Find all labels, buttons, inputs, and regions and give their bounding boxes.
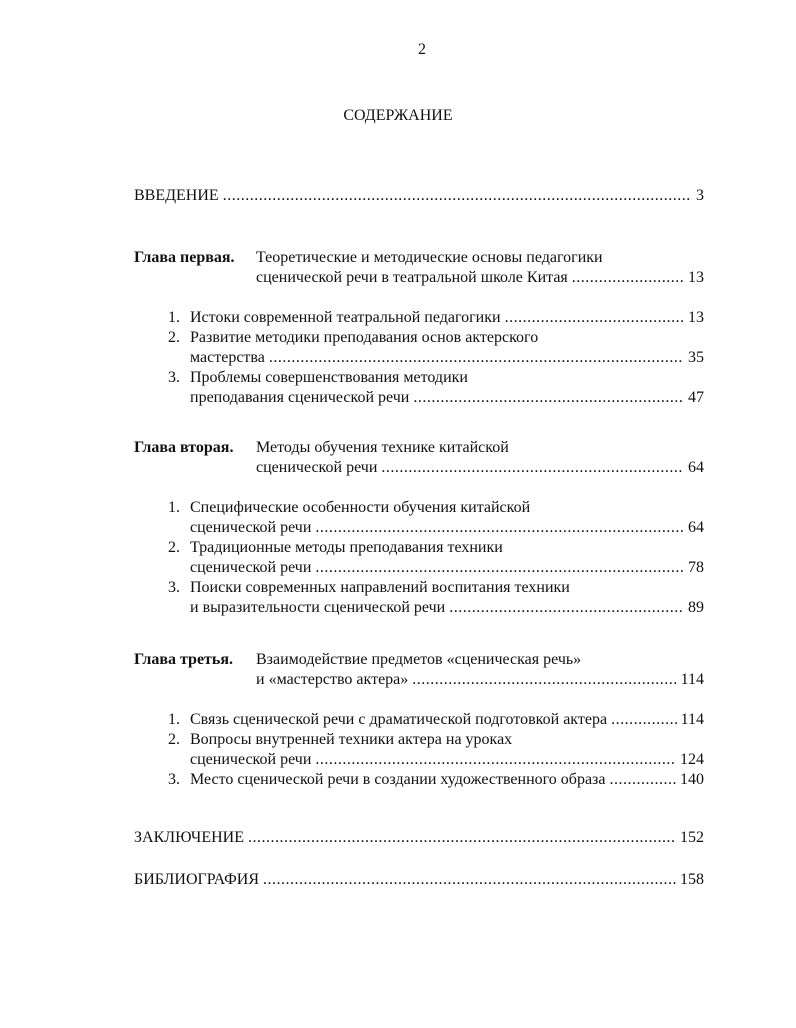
toc-section-1-1[interactable]: Истоки современной театральной педагогики ..... 13 xyxy=(190,308,704,328)
chapter-1-title-line-2[interactable]: сценической речи в театральной школе Китая ..... 13 xyxy=(256,268,704,288)
toc-entry-label: ЗАКЛЮЧЕНИЕ xyxy=(134,829,244,846)
toc-entry-intro[interactable] xyxy=(134,186,704,206)
section-number: 1. xyxy=(168,711,180,728)
toc-entry-page: 13 xyxy=(688,269,704,286)
toc-section-3-2-line-1[interactable]: Вопросы внутренней техники актера на уроках xyxy=(190,731,513,748)
toc-section-1-2[interactable]: мастерства ..... 35 xyxy=(190,348,704,368)
toc-entry-page: 64 xyxy=(688,519,704,536)
leader-dots xyxy=(315,558,684,578)
leader-dots xyxy=(248,828,676,848)
toc-entry-page: 35 xyxy=(688,349,704,366)
leader-dots xyxy=(315,518,684,538)
toc-section-3-3[interactable]: Место сценической речи в создании художественного образа ..... 140 xyxy=(190,770,704,790)
leader-dots xyxy=(449,598,684,618)
leader-dots xyxy=(611,710,677,730)
toc-title: СОДЕРЖАНИЕ xyxy=(343,107,453,124)
section-number: 2. xyxy=(168,329,180,346)
toc-entry-bibliography[interactable] xyxy=(134,870,704,890)
toc-section-3-1[interactable]: Связь сценической речи с драматической подготовкой актера ..... 114 xyxy=(190,710,704,730)
toc-entry-page: 78 xyxy=(688,559,704,576)
leader-dots xyxy=(263,870,676,890)
leader-dots xyxy=(572,268,684,288)
section-number: 3. xyxy=(168,771,180,788)
section-number: 2. xyxy=(168,539,180,556)
chapter-3-heading: Глава третья. xyxy=(134,651,234,668)
toc-section-2-2[interactable]: сценической речи ..... 78 xyxy=(190,558,704,578)
toc-entry-page: 89 xyxy=(688,599,704,616)
toc-section-3-2[interactable]: сценической речи ..... 124 xyxy=(190,750,704,770)
leader-dots xyxy=(223,186,692,206)
leader-dots xyxy=(412,670,676,690)
leader-dots xyxy=(381,458,684,478)
toc-entry-conclusion[interactable] xyxy=(134,828,704,848)
toc-entry-page: 140 xyxy=(680,771,704,788)
toc-entry-label: БИБЛИОГРАФИЯ xyxy=(134,871,260,888)
toc-entry-page: 3 xyxy=(696,187,704,204)
chapter-2-title-line-2[interactable]: сценической речи ..... 64 xyxy=(256,458,704,478)
toc-section-2-3-line-1[interactable]: Поиски современных направлений воспитания техники xyxy=(190,579,570,596)
toc-entry-page: 13 xyxy=(688,309,704,326)
toc-entry-page: 64 xyxy=(688,459,704,476)
section-number: 3. xyxy=(168,579,180,596)
toc-entry-page: 114 xyxy=(680,711,704,728)
chapter-1-heading: Глава первая. xyxy=(134,249,235,266)
toc-section-1-3[interactable]: преподавания сценической речи ..... 47 xyxy=(190,388,704,408)
toc-entry-page: 152 xyxy=(680,829,704,846)
toc-section-1-3-line-1[interactable]: Проблемы совершенствования методики xyxy=(190,369,468,386)
section-number: 3. xyxy=(168,369,180,386)
section-number: 1. xyxy=(168,309,180,326)
chapter-2-heading: Глава вторая. xyxy=(134,439,234,456)
leader-dots xyxy=(413,388,684,408)
toc-section-2-2-line-1[interactable]: Традиционные методы преподавания техники xyxy=(190,539,503,556)
leader-dots xyxy=(505,308,684,328)
toc-section-1-2-line-1[interactable]: Развитие методики преподавания основ актерского xyxy=(190,329,539,346)
chapter-2-title-line-1[interactable]: Методы обучения технике китайской xyxy=(256,439,509,456)
toc-section-2-1-line-1[interactable]: Специфические особенности обучения китайской xyxy=(190,499,531,516)
toc-entry-label: ВВЕДЕНИЕ xyxy=(134,187,219,204)
toc-entry-page: 47 xyxy=(688,389,704,406)
section-number: 1. xyxy=(168,499,180,516)
leader-dots xyxy=(609,770,676,790)
section-number: 2. xyxy=(168,731,180,748)
leader-dots xyxy=(269,348,684,368)
toc-section-2-3[interactable]: и выразительности сценической речи ..... 89 xyxy=(190,598,704,618)
toc-section-2-1[interactable]: сценической речи ..... 64 xyxy=(190,518,704,538)
toc-entry-page: 158 xyxy=(680,871,704,888)
chapter-1-title-line-1[interactable]: Теоретические и методические основы педагогики xyxy=(256,249,603,266)
toc-entry-page: 114 xyxy=(680,671,704,688)
page-number: 2 xyxy=(418,41,426,58)
chapter-3-title-line-2[interactable]: и «мастерство актера» ..... 114 xyxy=(256,670,704,690)
toc-entry-page: 124 xyxy=(680,751,704,768)
chapter-3-title-line-1[interactable]: Взаимодействие предметов «сценическая речь» xyxy=(256,651,582,668)
leader-dots xyxy=(315,750,676,770)
